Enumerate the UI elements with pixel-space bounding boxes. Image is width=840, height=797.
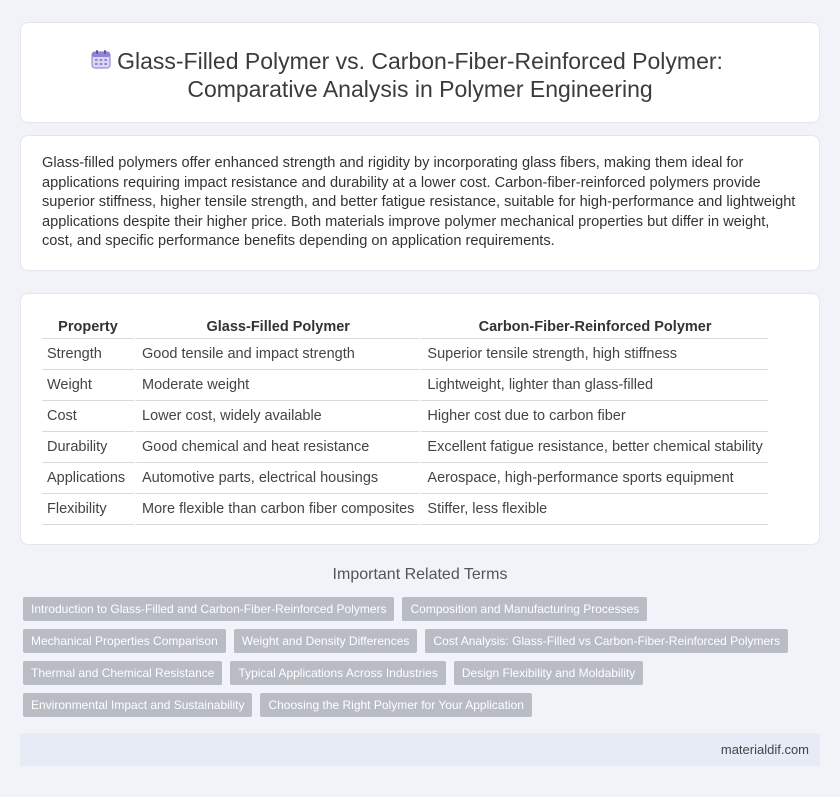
tag-row: [23, 597, 803, 621]
page-title-line2: Comparative Analysis in Polymer Engineering: [187, 76, 653, 102]
page-title: [21, 47, 819, 103]
table-cell: Strength: [42, 339, 134, 370]
table-cell: Aerospace, high-performance sports equipment: [419, 463, 767, 494]
related-term-tag[interactable]: Thermal and Chemical Resistance: [23, 661, 222, 685]
page-title-line1: Glass-Filled Polymer vs. Carbon-Fiber-Reinforced Polymer:: [117, 48, 723, 74]
table-cell: Superior tensile strength, high stiffness: [419, 339, 767, 370]
table-cell: Lightweight, lighter than glass-filled: [419, 370, 767, 401]
related-term-tag[interactable]: Cost Analysis: Glass-Filled vs Carbon-Fiber-Reinforced Polymers: [425, 629, 788, 653]
table-row: [42, 339, 768, 370]
table-header-row: [42, 316, 768, 339]
table-cell: Good tensile and impact strength: [134, 339, 419, 370]
related-term-tag[interactable]: Mechanical Properties Comparison: [23, 629, 226, 653]
tag-row: [23, 661, 803, 685]
related-term-tag[interactable]: Introduction to Glass-Filled and Carbon-Fiber-Reinforced Polymers: [23, 597, 394, 621]
table-cell: Flexibility: [42, 494, 134, 525]
related-term-tag[interactable]: Environmental Impact and Sustainability: [23, 693, 252, 717]
related-term-tag[interactable]: Composition and Manufacturing Processes: [402, 597, 647, 621]
table-row: [42, 463, 768, 494]
table-cell: Excellent fatigue resistance, better chemical stability: [419, 432, 767, 463]
table-cell: Higher cost due to carbon fiber: [419, 401, 767, 432]
table-row: [42, 370, 768, 401]
header-property: Property: [42, 316, 134, 339]
intro-card: [20, 135, 820, 271]
table-cell: Applications: [42, 463, 134, 494]
table-row: [42, 401, 768, 432]
table-cell: Moderate weight: [134, 370, 419, 401]
footer: [20, 733, 820, 766]
footer-site-link[interactable]: materialdif.com: [720, 742, 809, 757]
related-terms-heading: Important Related Terms: [332, 566, 508, 583]
related-term-tag[interactable]: Design Flexibility and Moldability: [454, 661, 643, 685]
related-terms-list: [23, 597, 803, 725]
comparison-table: [42, 316, 768, 525]
title-card: [20, 22, 820, 123]
related-term-tag[interactable]: Choosing the Right Polymer for Your Application: [260, 693, 532, 717]
header-glass-filled: Glass-Filled Polymer: [134, 316, 419, 339]
comparison-card: [20, 293, 820, 545]
table-cell: Weight: [42, 370, 134, 401]
table-cell: Durability: [42, 432, 134, 463]
header-carbon-fiber: Carbon-Fiber-Reinforced Polymer: [419, 316, 767, 339]
table-cell: Good chemical and heat resistance: [134, 432, 419, 463]
tag-row: [23, 693, 803, 717]
related-term-tag[interactable]: Weight and Density Differences: [234, 629, 418, 653]
table-cell: Lower cost, widely available: [134, 401, 419, 432]
table-row: [42, 494, 768, 525]
table-cell: Stiffer, less flexible: [419, 494, 767, 525]
intro-paragraph: Glass-filled polymers offer enhanced strength and rigidity by incorporating glass fibers, making them ideal for applications requiring impact resistance and durability at a lower cost. Carbon-fiber-reinforced polymers provide superior stiffness, higher tensile strength, and better fatigue resistance, suitable for high-performance and lightweight applications despite their higher price. Both materials improve polymer mechanical properties but differ in weight, cost, and specific performance benefits depending on application requirements.: [42, 155, 796, 249]
table-cell: Automotive parts, electrical housings: [134, 463, 419, 494]
table-row: [42, 432, 768, 463]
table-cell: More flexible than carbon fiber composites: [134, 494, 419, 525]
related-term-tag[interactable]: Typical Applications Across Industries: [230, 661, 445, 685]
table-cell: Cost: [42, 401, 134, 432]
tag-row: [23, 629, 803, 653]
